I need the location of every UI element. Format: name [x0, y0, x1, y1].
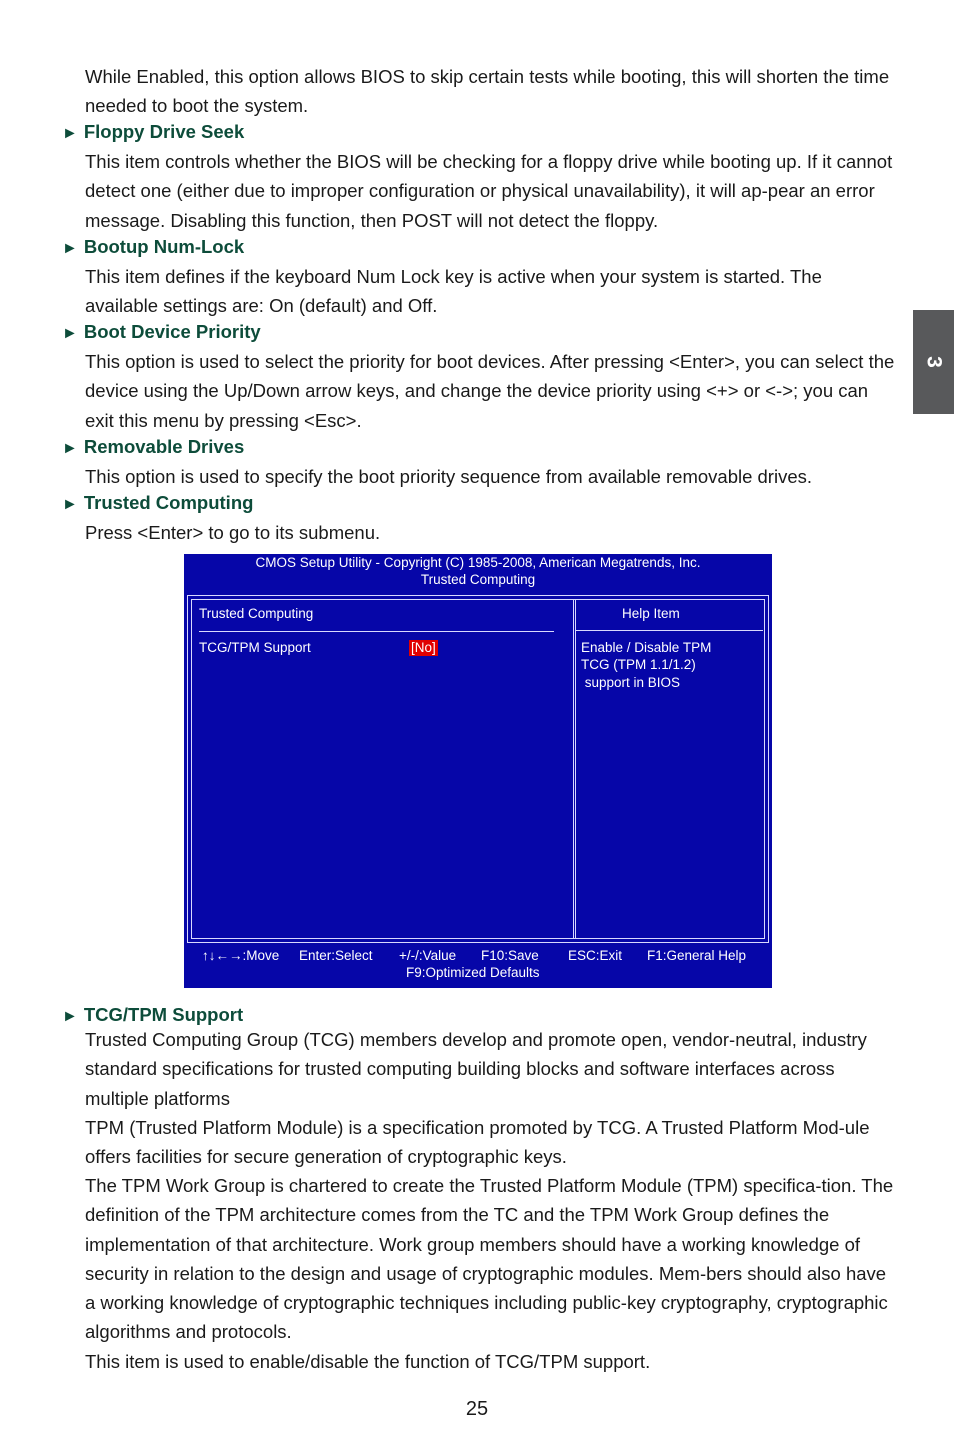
key-help: F1:General Help: [647, 948, 747, 963]
triangle-bullet-icon: ►: [62, 440, 78, 457]
heading-label: Trusted Computing: [83, 492, 254, 513]
heading-trusted-computing: [62, 491, 253, 517]
heading-label: Removable Drives: [83, 436, 245, 457]
heading-bootup-num-lock: [62, 235, 244, 261]
triangle-bullet-icon: ►: [62, 240, 78, 257]
heading-boot-device-priority: [62, 320, 261, 346]
key-defaults: F9:Optimized Defaults: [406, 965, 540, 980]
boot-device-priority-text: This option is used to select the priority for boot devices. After pressing <Enter>, you can select the device using the Up/Down arrow keys, and change the device priority using <+> or <->; you can exit this menu by pressing <Esc>.: [85, 351, 895, 431]
triangle-bullet-icon: ►: [62, 125, 78, 142]
key-move: ↑↓←→:Move: [202, 948, 280, 963]
floppy-drive-seek-text: This item controls whether the BIOS will be checking for a floppy drive while booting up. If it cannot detect one (either due to improper configuration or physical unavailability), it will ap-pear an error message. Disabling this function, then POST will not detect the floppy.: [85, 151, 893, 231]
bios-panel-rule: [199, 631, 554, 632]
tcg-paragraph-3: The TPM Work Group is chartered to create the Trusted Platform Module (TPM) specifica-tion. The definition of the TPM architecture comes from the TC and the TPM Work Group defines the implementation of that architecture. Work group members should have a working knowledge of security in relation to the design and usage of cryptographic modules. Mem-bers should also have a working knowledge of cryptographic techniques including public-key cryptography, cryptographic algorithms and protocols.: [85, 1175, 894, 1343]
key-value: +/-/:Value: [399, 948, 457, 963]
bios-screenshot: [184, 554, 772, 988]
heading-label: Boot Device Priority: [83, 321, 261, 342]
bootup-num-lock-text: This item defines if the keyboard Num Lock key is active when your system is started. The available settings are: On (default) and Off.: [85, 266, 822, 317]
heading-removable-drives: [62, 435, 244, 461]
bios-help-rule: [576, 630, 763, 631]
trusted-computing-text: Press <Enter> to go to its submenu.: [85, 522, 381, 543]
heading-label: TCG/TPM Support: [83, 1004, 244, 1025]
bios-item-tcg-tpm-support[interactable]: TCG/TPM Support: [199, 640, 311, 655]
bios-help-line: support in BIOS: [581, 675, 681, 690]
bios-item-value[interactable]: [No]: [411, 640, 436, 655]
bios-help-line: TCG (TPM 1.1/1.2): [581, 657, 696, 672]
tcg-paragraph-1: Trusted Computing Group (TCG) members develop and promote open, vendor-neutral, industry standard specifications for trusted computing building blocks and software interfaces across multiple platforms: [85, 1029, 867, 1109]
bios-title: CMOS Setup Utility - Copyright (C) 1985-2008, American Megatrends, Inc.: [255, 555, 701, 570]
heading-label: Floppy Drive Seek: [83, 121, 245, 142]
bios-subtitle: Trusted Computing: [420, 572, 536, 587]
chapter-tab: [913, 310, 954, 414]
chapter-number: 3: [922, 356, 946, 368]
heading-floppy-drive-seek: [62, 120, 244, 146]
heading-label: Bootup Num-Lock: [83, 236, 245, 257]
key-select: Enter:Select: [299, 948, 373, 963]
removable-drives-text: This option is used to specify the boot priority sequence from available removable drives.: [85, 466, 813, 487]
bios-panel-title: Trusted Computing: [199, 606, 314, 621]
triangle-bullet-icon: ►: [62, 325, 78, 342]
bios-panel-divider: [573, 599, 576, 939]
key-save: F10:Save: [481, 948, 539, 963]
intro-paragraph: While Enabled, this option allows BIOS to skip certain tests while booting, this will shorten the time needed to boot the system.: [85, 66, 890, 117]
key-exit: ESC:Exit: [568, 948, 623, 963]
page-number: 25: [465, 1398, 489, 1420]
bios-help-title: Help Item: [622, 606, 680, 621]
triangle-bullet-icon: ►: [62, 1008, 78, 1025]
tcg-paragraph-2: TPM (Trusted Platform Module) is a specification promoted by TCG. A Trusted Platform Mod-ule offers facilities for secure generation of cryptographic keys.: [85, 1117, 870, 1168]
triangle-bullet-icon: ►: [62, 496, 78, 513]
tcg-paragraph-4: This item is used to enable/disable the function of TCG/TPM support.: [85, 1351, 651, 1372]
bios-help-line: Enable / Disable TPM: [581, 640, 712, 655]
